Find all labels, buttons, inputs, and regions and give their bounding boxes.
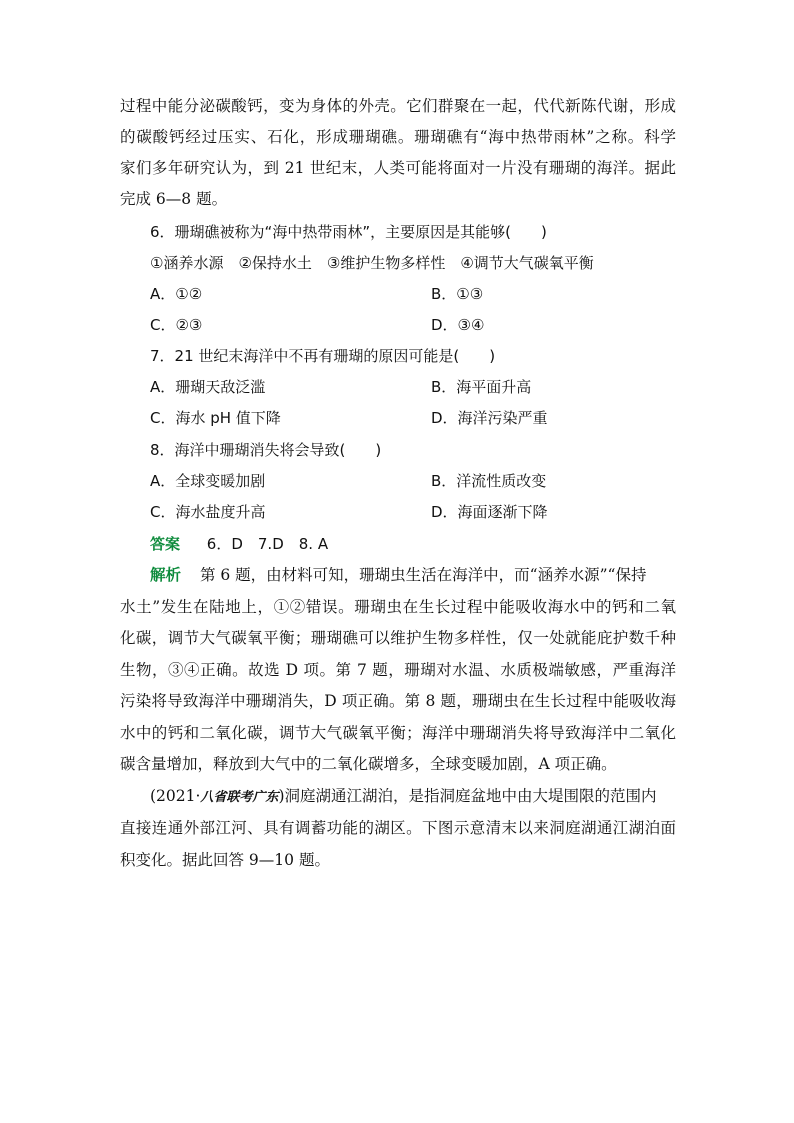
question-6-option-a: A．①② — [150, 285, 203, 303]
passage-line: 的碳酸钙经过压实、石化，形成珊瑚礁。珊瑚礁有“海中热带雨林”之称。科学 — [120, 128, 676, 146]
question-8-option-b: B．洋流性质改变 — [431, 472, 547, 490]
question-7-stem: 7．21 世纪末海洋中不再有珊瑚的原因可能是( ) — [150, 347, 496, 365]
analysis-label: 解析 — [150, 566, 182, 584]
next-passage-line: 积变化。据此回答 9—10 题。 — [120, 851, 330, 869]
answer-text: 6．D 7.D 8. A — [206, 535, 329, 553]
question-7-option-c: C．海水 pH 值下降 — [150, 409, 281, 427]
analysis-line: 水土”发生在陆地上，①②错误。珊瑚虫在生长过程中能吸收海水中的钙和二氧 — [120, 598, 676, 616]
answer-label: 答案 — [150, 535, 181, 553]
question-8-option-c: C．海水盐度升高 — [150, 503, 266, 521]
next-passage-first-line — [150, 786, 676, 808]
source-year: (2021· — [150, 787, 201, 805]
question-6-option-c: C．②③ — [150, 316, 203, 334]
question-8-option-a: A．全球变暖加剧 — [150, 472, 266, 490]
analysis-line: 污染将导致海洋中珊瑚消失，D 项正确。第 8 题，珊瑚虫在生长过程中能吸收海 — [120, 692, 676, 710]
question-7-option-d: D．海洋污染严重 — [431, 409, 548, 427]
analysis-first-line — [150, 565, 676, 585]
question-8-stem: 8．海洋中珊瑚消失将会导致( ) — [150, 441, 382, 459]
question-6-option-b: B．①③ — [431, 285, 484, 303]
question-8-option-d: D．海面逐渐下降 — [431, 503, 548, 521]
source-name: 八省联考广东 — [200, 790, 279, 805]
analysis-line: 水中的钙和二氧化碳，调节大气碳氧平衡；海洋中珊瑚消失将导致海洋中二氧化 — [120, 724, 676, 742]
analysis-line: 化碳，调节大气碳氧平衡；珊瑚礁可以维护生物多样性，仅一处就能庇护数千种 — [120, 629, 676, 647]
question-6-items: ①涵养水源 ②保持水土 ③维护生物多样性 ④调节大气碳氧平衡 — [150, 254, 594, 272]
passage-line: 家们多年研究认为，到 21 世纪末，人类可能将面对一片没有珊瑚的海洋。据此 — [120, 159, 676, 177]
analysis-line: 碳含量增加，释放到大气中的二氧化碳增多，全球变暖加剧，A 项正确。 — [120, 755, 617, 773]
passage-line: 过程中能分泌碳酸钙，变为身体的外壳。它们群聚在一起，代代新陈代谢，形成 — [120, 97, 676, 115]
analysis-text: 第 6 题，由材料可知，珊瑚虫生活在海洋中，而“涵养水源”“保持 — [199, 566, 647, 584]
question-7-option-b: B．海平面升高 — [431, 378, 532, 396]
passage-line: 完成 6—8 题。 — [120, 190, 228, 208]
question-6-stem: 6．珊瑚礁被称为“海中热带雨林”，主要原因是其能够( ) — [150, 223, 547, 241]
next-passage-line: 直接连通外部江河、具有调蓄功能的湖区。下图示意清末以来洞庭湖通江湖泊面 — [120, 819, 676, 837]
question-6-option-d: D．③④ — [431, 316, 485, 334]
next-passage-text: )洞庭湖通江湖泊，是指洞庭盆地中由大堤围限的范围内 — [278, 787, 657, 805]
analysis-line: 生物，③④正确。故选 D 项。第 7 题，珊瑚对水温、水质极端敏感，严重海洋 — [120, 661, 676, 679]
question-7-option-a: A．珊瑚天敌泛滥 — [150, 378, 266, 396]
answer-line — [150, 534, 676, 554]
